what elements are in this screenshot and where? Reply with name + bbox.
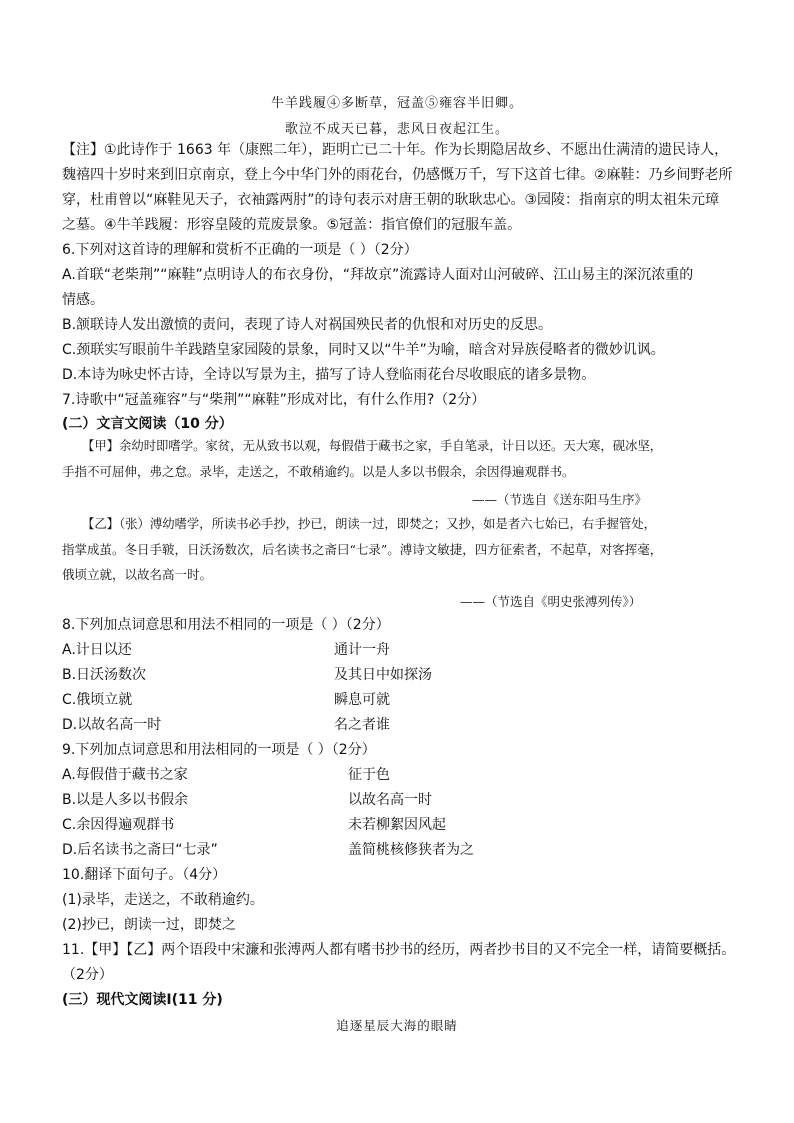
note-line-2: 魏禧四十岁时来到旧京南京，登上今中华门外的雨花台，仍感慨万千，写下这首七律。②麻鞋：乃乡间野老所: [62, 167, 733, 183]
q8-option-left: C.俄顷立就: [62, 692, 133, 708]
passage-yi-source: ——（节选自《明史张溥列传》）: [460, 594, 642, 609]
q9-option-right: 未若柳絮因风起: [348, 817, 446, 833]
section-2-heading: (二）文言文阅读（10 分）: [62, 416, 233, 432]
note-line-4: 之墓。④牛羊践履：形容皇陵的荒废景象。⑤冠盖：指官僚们的冠服车盖。: [62, 217, 522, 233]
q8-option-left: A.计日以还: [62, 642, 132, 658]
q10-stem: 10.翻译下面句子。（4分）: [62, 867, 227, 883]
passage-yi-line-2: 指掌成茧。冬日手皲，日沃汤数次，后名读书之斋曰“七录”。溥诗文敏捷，四方征索者，不起草，对客挥毫，: [62, 542, 663, 557]
passage-jia-line-2: 手指不可屈伸，弗之怠。录毕，走送之，不敢稍逾约。以是人多以书假余，余因得遍观群书。: [62, 464, 575, 479]
q9-option-left: B.以是人多以书假余: [62, 792, 189, 808]
q8-option-left: B.日沃汤数次: [62, 667, 147, 683]
q8-option-right: 及其日中如探汤: [334, 667, 432, 683]
q6-option-b: B.颔联诗人发出激愤的责问，表现了诗人对祸国殃民者的仇恨和对历史的反思。: [62, 317, 553, 333]
q8-row: [62, 665, 742, 685]
q6-stem: 6.下列对这首诗的理解和赏析不正确的一项是（ ）（2分）: [62, 242, 418, 258]
q9-option-right: 征于色: [348, 767, 390, 783]
passage-jia-line-1: 【甲】余幼时即嗜学。家贫，无从致书以观，每假借于藏书之家，手自笔录，计日以还。天大寒，砚冰坚，: [82, 439, 663, 453]
q8-option-right: 瞬息可就: [334, 692, 390, 708]
q8-row: [62, 715, 742, 735]
q10-sentence-1: (1)录毕，走送之，不敢稍逾约。: [62, 892, 264, 908]
q9-stem: 9.下列加点词意思和用法相同的一项是（ ）（2分）: [62, 742, 376, 758]
q8-stem: 8.下列加点词意思和用法不相同的一项是（ ）（2分）: [62, 617, 390, 633]
q6-option-d: D.本诗为咏史怀古诗，全诗以写景为主，描写了诗人登临雨花台尽收眼底的诸多景物。: [62, 367, 596, 383]
q11-stem-cont: （2分）: [62, 967, 113, 983]
q9-row: [62, 840, 742, 860]
q6-option-a: A.首联“老柴荆”“麻鞋”点明诗人的布衣身份，“拜故京”流露诗人面对山河破碎、江山易主的深沉浓重的: [62, 267, 694, 283]
q6-option-a-cont: 情感。: [62, 292, 104, 308]
q9-row: [62, 765, 742, 785]
q8-row: [62, 690, 742, 710]
poem-line-2: 歌泣不成天已暮，悲风日夜起江生。: [284, 122, 509, 137]
q9-option-left: D.后名读书之斋曰“七录”: [62, 842, 218, 858]
passage-jia-source: ——（节选自《送东阳马生序》: [472, 492, 648, 507]
q11-stem: 11.【甲】【乙】两个语段中宋濂和张溥两人都有嗜书抄书的经历，两者抄书目的又不完全一样，请简要概括。: [62, 942, 736, 958]
note-line-3: 穿，杜甫曾以“麻鞋见天子，衣袖露两肘”的诗句表示对唐王朝的耿耿忠心。③园陵：指南京的明太祖朱元璋: [62, 192, 720, 208]
q9-option-left: C.余因得遍观群书: [62, 817, 175, 833]
q7-stem: 7.诗歌中“冠盖雍容”与“柴荆”“麻鞋”形成对比，有什么作用?（2分）: [62, 392, 486, 408]
q9-row: [62, 790, 742, 810]
q8-option-left: D.以故名高一时: [62, 717, 162, 733]
q8-option-right: 通计一舟: [334, 642, 390, 658]
passage-yi-line-1: 【乙】（张）溥幼嗜学，所读书必手抄，抄已，朗读一过，即焚之；又抄，如是者六七始已，右手握管处，: [82, 517, 656, 531]
q8-row: [62, 640, 742, 660]
poem-line-1: 牛羊践履④多断草，冠盖⑤雍容半旧卿。: [270, 96, 523, 111]
section-3-heading: (三）现代文阅读Ⅰ(11 分): [62, 992, 223, 1008]
q9-row: [62, 815, 742, 835]
q10-sentence-2: (2)抄已，朗读一过，即焚之: [62, 917, 236, 933]
q9-option-right: 盖简桃核修狭者为之: [348, 842, 474, 858]
passage-yi-line-3: 俄顷立就，以故名高一时。: [62, 567, 213, 582]
article-title: 追逐星辰大海的眼睛: [336, 1018, 458, 1033]
note-line-1: 【注】①此诗作于 1663 年（康熙二年），距明亡已二十年。作为长期隐居故乡、不愿出仕满清的遗民诗人，: [62, 142, 729, 158]
q6-option-c: C.颈联实写眼前牛羊践踏皇家园陵的景象，同时又以“牛羊”为喻，暗含对异族侵略者的微妙讥讽。: [62, 342, 665, 358]
q9-option-left: A.每假借于藏书之家: [62, 767, 188, 783]
q8-option-right: 名之者谁: [334, 717, 390, 733]
q9-option-right: 以故名高一时: [348, 792, 432, 808]
